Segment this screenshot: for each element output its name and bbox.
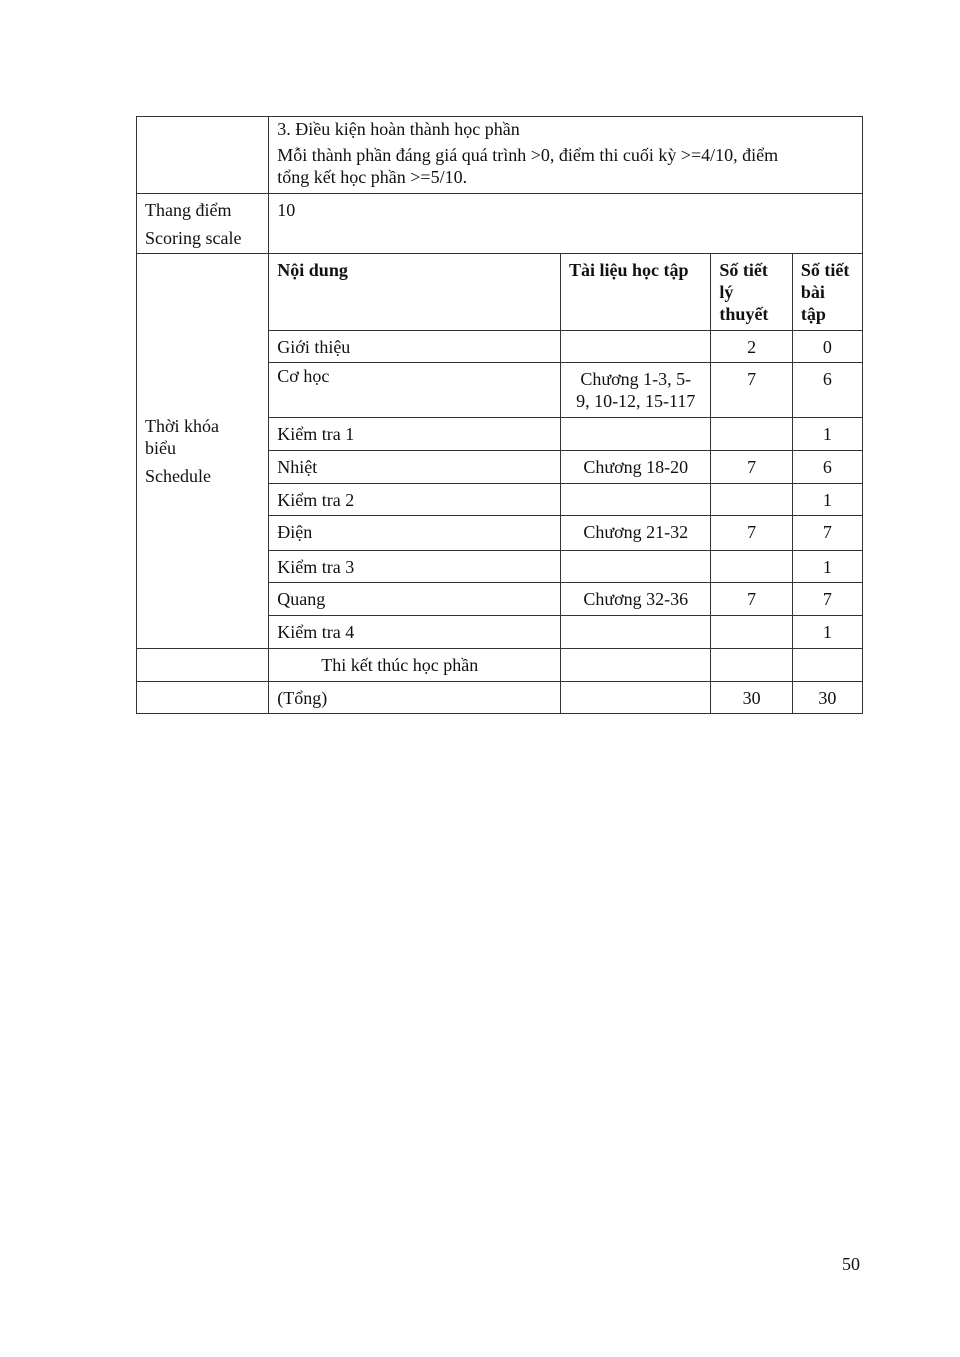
header-theory-line3: thuyết [719,304,769,324]
course-info-table [136,116,863,714]
total-theory: 30 [711,682,792,714]
row-theory [711,418,792,451]
row-exercise: 6 [792,451,862,484]
completion-condition-cell [269,117,863,194]
header-theory [711,254,792,331]
row-content: Kiểm tra 1 [269,418,561,451]
total-label: (Tổng) [269,682,561,714]
empty-label-cell [137,117,269,194]
row-exercise: 6 [792,363,862,418]
schedule-label-line2: biểu [145,438,176,458]
row-theory: 7 [711,363,792,418]
row-theory: 7 [711,516,792,551]
header-theory-line1: Số tiết [719,260,768,280]
row-content: Kiểm tra 2 [269,484,561,516]
row-materials [561,616,711,649]
scoring-value: 10 [269,194,863,254]
row-materials-line1: Chương 1-3, 5- [580,369,692,389]
row-materials: Chương 21-32 [561,516,711,551]
row-materials [561,363,711,418]
scoring-label-cell [137,194,269,254]
schedule-label-line1: Thời khóa [145,416,220,436]
scoring-row [137,194,863,254]
row-content: Quang [269,583,561,616]
row-materials [561,484,711,516]
empty-cell [561,682,711,714]
header-exercise-line2: bài tập [800,282,826,324]
condition-text-line2: tổng kết học phần >=5/10. [277,167,468,187]
empty-label-cell [137,649,269,682]
row-theory [711,484,792,516]
row-content: Nhiệt [269,451,561,484]
row-theory [711,551,792,583]
row-content: Kiểm tra 4 [269,616,561,649]
scoring-label-en: Scoring scale [145,228,242,248]
header-materials: Tài liệu học tập [561,254,711,331]
row-exercise: 1 [792,418,862,451]
condition-text-line1: Mỗi thành phần đáng giá quá trình >0, điểm thi cuối kỳ >=4/10, điểm [277,145,779,165]
row-exercise: 1 [792,616,862,649]
header-content: Nội dung [269,254,561,331]
empty-label-cell [137,682,269,714]
row-materials: Chương 32-36 [561,583,711,616]
row-theory: 7 [711,451,792,484]
row-content: Điện [269,516,561,551]
final-exam-row [137,649,863,682]
row-materials: Chương 18-20 [561,451,711,484]
row-theory [711,616,792,649]
row-exercise: 0 [792,331,862,363]
row-content: Cơ học [269,363,561,418]
row-content: Kiểm tra 3 [269,551,561,583]
header-exercise [792,254,862,331]
row-exercise: 1 [792,484,862,516]
row-exercise: 7 [792,516,862,551]
final-exam-label: Thi kết thúc học phần [269,649,561,682]
row-materials [561,331,711,363]
completion-condition-row [137,117,863,194]
row-theory: 7 [711,583,792,616]
scoring-label-vi: Thang điểm [145,200,232,220]
empty-cell [561,649,711,682]
schedule-label-en: Schedule [145,466,211,486]
condition-title: 3. Điều kiện hoàn thành học phần [277,119,520,139]
schedule-header-row [137,254,863,331]
total-row [137,682,863,714]
row-materials [561,551,711,583]
page-number: 50 [842,1254,860,1274]
empty-cell [711,649,792,682]
total-exercise: 30 [792,682,862,714]
header-theory-line2: lý [719,282,734,302]
header-exercise-line1: Số tiết [800,260,850,280]
schedule-label-cell [137,254,269,649]
row-exercise: 1 [792,551,862,583]
row-exercise: 7 [792,583,862,616]
empty-cell [792,649,862,682]
row-content: Giới thiệu [269,331,561,363]
row-theory: 2 [711,331,792,363]
row-materials [561,418,711,451]
row-materials-line2: 9, 10-12, 15-117 [576,391,696,411]
